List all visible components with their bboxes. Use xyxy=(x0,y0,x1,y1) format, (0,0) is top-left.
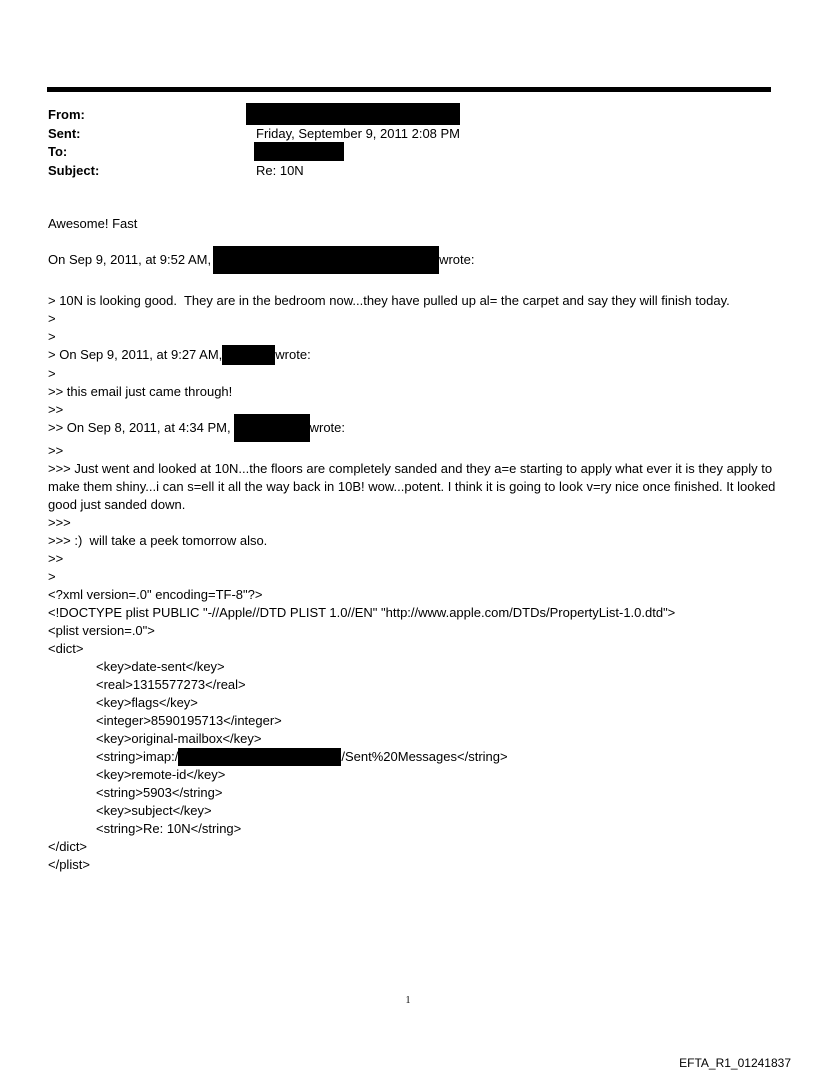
xml-line: <key>date-sent</key> xyxy=(96,659,225,674)
page-number: 1 xyxy=(405,995,411,1006)
body-line: > xyxy=(48,569,56,584)
from-label: From: xyxy=(48,107,85,122)
email-body xyxy=(48,215,778,874)
body-line: > xyxy=(48,366,56,381)
sent-label: Sent: xyxy=(48,126,81,141)
xml-line: </plist> xyxy=(48,857,90,872)
xml-line: <integer>8590195713</integer> xyxy=(96,713,282,728)
document-id: EFTA_R1_01241837 xyxy=(679,1056,791,1070)
xml-line: <string>5903</string> xyxy=(96,785,223,800)
body-line: > xyxy=(48,329,56,344)
sent-value: Friday, September 9, 2011 2:08 PM xyxy=(256,126,461,141)
subject-label: Subject: xyxy=(48,163,100,178)
redaction-bar xyxy=(254,142,344,161)
redaction-bar xyxy=(222,345,275,365)
body-line: Awesome! Fast xyxy=(48,216,138,231)
to-label: To: xyxy=(48,144,68,159)
body-line: >> On Sep 8, 2011, at 4:34 PM, wrote: xyxy=(48,419,778,442)
xml-line: <real>1315577273</real> xyxy=(96,677,246,692)
xml-line: <string>imap:/ /Sent%20Messages</string> xyxy=(96,749,508,764)
redaction-bar xyxy=(246,103,460,125)
xml-line: <key>subject</key> xyxy=(96,803,212,818)
body-line: >> xyxy=(48,551,64,566)
body-line: >> xyxy=(48,443,64,458)
xml-line: <key>flags</key> xyxy=(96,695,198,710)
body-line: >>> xyxy=(48,515,71,530)
xml-line: <key>remote-id</key> xyxy=(96,767,226,782)
body-paragraph: >>> Just went and looked at 10N...the floors are completely sanded and they a=e starting to apply what ever it is they apply to make them shiny...i can s=ell it all the way back in 10B! wow...potent. I think it is going to look v=ry nice once finished. It looked good just sanded down. xyxy=(48,461,776,512)
redaction-bar xyxy=(234,414,310,442)
body-line: >> this email just came through! xyxy=(48,384,233,399)
xml-line: <!DOCTYPE plist PUBLIC "-//Apple//DTD PLIST 1.0//EN" "http://www.apple.com/DTDs/PropertyList-1.0.dtd"> xyxy=(48,605,676,620)
body-line: > On Sep 9, 2011, at 9:27 AM, wrote: xyxy=(48,346,778,365)
xml-line: <?xml version=.0" encoding=TF-8"?> xyxy=(48,587,263,602)
subject-value: Re: 10N xyxy=(256,163,304,178)
xml-line: </dict> xyxy=(48,839,88,854)
xml-line: <key>original-mailbox</key> xyxy=(96,731,262,746)
body-line: > xyxy=(48,311,56,326)
body-line: >>> :) will take a peek tomorrow also. xyxy=(48,533,268,548)
xml-line: <plist version=.0"> xyxy=(48,623,155,638)
body-line: > 10N is looking good. They are in the bedroom now...they have pulled up al= the carpet and say they will finish today. xyxy=(48,293,730,308)
redaction-bar xyxy=(178,748,341,766)
xml-line: <string>Re: 10N</string> xyxy=(96,821,242,836)
xml-line: <dict> xyxy=(48,641,84,656)
redaction-bar xyxy=(213,246,439,274)
body-line: On Sep 9, 2011, at 9:52 AM, wrote: xyxy=(48,251,778,274)
body-line: >> xyxy=(48,402,64,417)
header-rule xyxy=(47,87,771,92)
